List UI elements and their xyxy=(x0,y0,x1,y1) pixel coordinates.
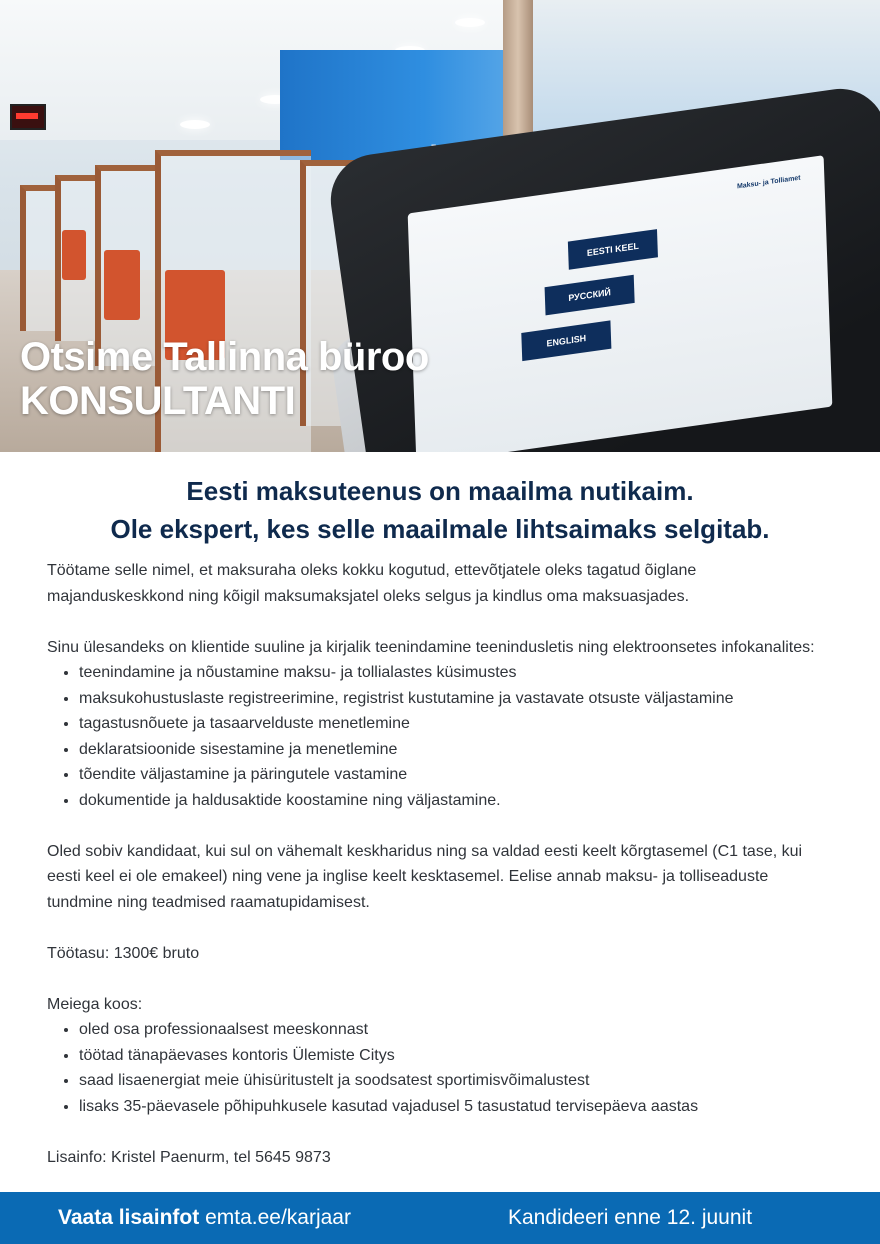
hero-title-line1: Otsime Tallinna büroo xyxy=(20,335,429,379)
headline-line2: Ole ekspert, kes selle maailmale lihtsaimaks selgitab. xyxy=(110,514,770,544)
contact-text: Lisainfo: Kristel Paenurm, tel 5645 9873 xyxy=(47,1148,331,1166)
kiosk-button-estonian: EESTI KEEL xyxy=(568,229,658,270)
job-description xyxy=(47,558,837,1170)
list-item: • oled osa professionaalsest meeskonnast xyxy=(79,1017,837,1043)
kiosk-logo: Maksu- ja Tolliamet xyxy=(736,174,801,191)
duties-lead: Sinu ülesandeks on klientide suuline ja kirjalik teenindamine teenindusletis ning elektroonsetes infokanalites: xyxy=(47,638,815,656)
intro-paragraph: Töötame selle nimel, et maksuraha oleks kokku kogutud, ettevõtjatele oleks tagatud õiglane majanduskeskkond ning kõigil maksumaksjatel oleks selgus ja kindlus oma maksuasjades. xyxy=(47,562,697,605)
hero-title xyxy=(20,335,429,423)
requirements-paragraph: Oled sobiv kandidaat, kui sul on vähemalt keskharidus ning sa valdad eesti keelt kõrgtasemel (C1 tase, kui eesti keel ei ole emakeel) ning vene ja inglise keelt kesktasemel. Eelise annab maksu- ja tolliseaduste tundmine ning teadmised raamatupidamisest. xyxy=(47,842,803,911)
hero-title-line2: KONSULTANTI xyxy=(20,379,296,423)
footer-bar xyxy=(0,1192,880,1244)
list-item: • tõendite väljastamine ja päringutele vastamine xyxy=(79,762,837,788)
list-item: • töötad tänapäevases kontoris Ülemiste Citys xyxy=(79,1043,837,1069)
queue-display xyxy=(10,104,46,130)
headline-line1: Eesti maksuteenus on maailma nutikaim. xyxy=(186,476,694,506)
list-item: • deklaratsioonide sisestamine ja menetlemine xyxy=(79,737,837,763)
duties-list xyxy=(47,660,837,813)
benefits-lead: Meiega koos: xyxy=(47,995,143,1013)
list-item: • maksukohustuslaste registreerimine, registrist kustutamine ja vastavate otsuste väljastamine xyxy=(79,686,837,712)
kiosk-button-english: ENGLISH xyxy=(521,320,611,361)
hero-banner xyxy=(0,0,880,452)
list-item: • dokumentide ja haldusaktide koostamine ning väljastamine. xyxy=(79,788,837,814)
application-deadline: Kandideeri enne 12. juunit xyxy=(508,1206,753,1229)
list-item: • tagastusnõuete ja tasaarvelduste menetlemine xyxy=(79,711,837,737)
benefits-list xyxy=(47,1017,837,1119)
kiosk-button-russian: РУССКИЙ xyxy=(545,275,635,316)
list-item: • teenindamine ja nõustamine maksu- ja tollialastes küsimustes xyxy=(79,660,837,686)
list-item: • lisaks 35-päevasele põhipuhkusele kasutad vajadusel 5 tasustatud tervisepäeva aastas xyxy=(79,1094,837,1120)
headline xyxy=(0,472,880,548)
footer-info xyxy=(58,1192,351,1244)
salary-text: Töötasu: 1300€ bruto xyxy=(47,944,200,962)
list-item: • saad lisaenergiat meie ühisüritustelt ja soodsatest sportimisvõimalustest xyxy=(79,1068,837,1094)
career-link[interactable]: emta.ee/karjaar xyxy=(205,1206,351,1229)
footer-info-label: Vaata lisainfot xyxy=(58,1206,200,1229)
